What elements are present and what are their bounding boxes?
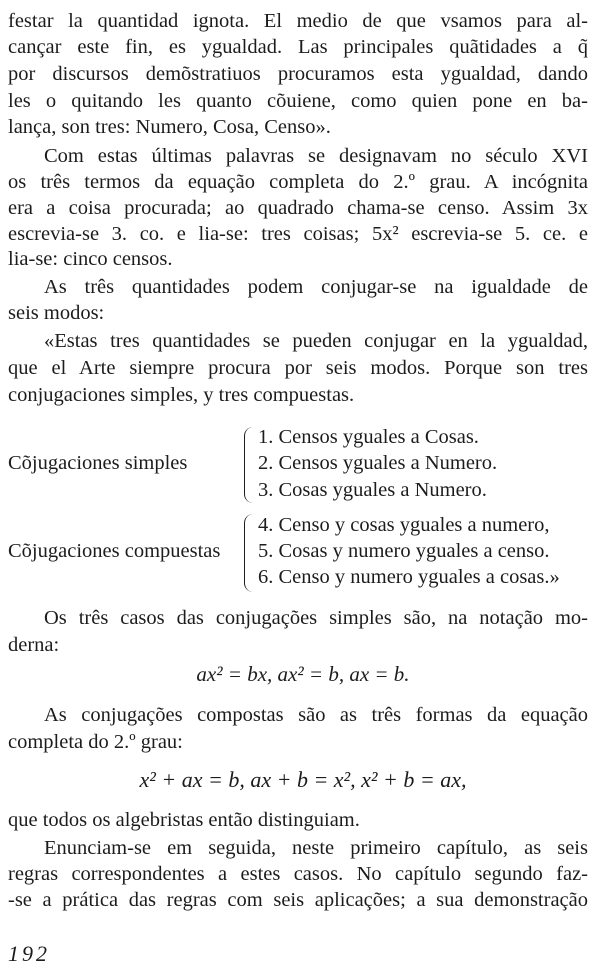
page-number: 192 [8, 941, 50, 966]
text-line: por discursos demõstratiuos procuramos esta ygualdad, dando [8, 63, 588, 85]
text-line: lia-se: cinco censos. [8, 248, 173, 270]
formula-compound-cases: x² + ax = b, ax + b = x², x² + b = ax, [139, 767, 467, 792]
text-line: Enunciam-se em seguida, neste primeiro capítulo, as seis [44, 837, 588, 859]
text-line: era a coisa procurada; ao quadrado chama-se censo. Assim 3x [8, 197, 588, 219]
text-line: Com estas últimas palavras se designavam no século XVI [44, 145, 588, 167]
text-line: As três quantidades podem conjugar-se na igualdade de [44, 276, 588, 298]
quote-line: conjugaciones simples, y tres compuestas. [8, 384, 355, 406]
text-line: escrevia-se 3. co. e lia-se: tres coisas; 5x² escrevia-se 5. ce. e [8, 223, 588, 245]
simple-conjugation-item: 3. Cosas yguales a Numero. [258, 479, 487, 501]
brace-compound [244, 514, 253, 592]
text-line: seis modos: [8, 302, 105, 324]
quote-line: «Estas tres quantidades se pueden conjugar en la ygualdad, [44, 330, 588, 352]
text-line: -se a prática das regras com seis aplicações; a sua demonstração [8, 889, 588, 911]
text-line: regras correspondentes a estes casos. No capítulo segundo faz- [8, 863, 588, 885]
simple-conjugation-item: 1. Censos yguales a Cosas. [258, 426, 479, 448]
text-line: os três termos da equação completa do 2.º grau. A incógnita [8, 171, 588, 193]
compound-conjugation-item: 5. Cosas y numero yguales a censo. [258, 540, 550, 562]
text-line: cançar este fin, es ygualdad. Las principales quãtidades a q̃ [8, 36, 588, 58]
text-line: festar la quantidad ignota. El medio de que vsamos para al- [8, 10, 588, 32]
compound-conjugations-label: Cõjugaciones compuestas [8, 540, 221, 562]
simple-conjugation-item: 2. Censos yguales a Numero. [258, 452, 498, 474]
text-line: As conjugações compostas são as três formas da equação [44, 704, 588, 726]
quote-line: que el Arte siempre procura por seis modos. Porque son tres [8, 357, 588, 379]
compound-conjugation-item: 4. Censo y cosas yguales a numero, [258, 514, 550, 536]
formula-simple-cases: ax² = bx, ax² = b, ax = b. [196, 662, 410, 686]
text-line: les o quitando les quanto cõuiene, como quien pone en ba- [8, 90, 588, 112]
text-line: derna: [8, 634, 60, 656]
brace-simple [244, 427, 253, 503]
text-line: que todos os algebristas então distinguiam. [8, 809, 360, 831]
text-line: Os três casos das conjugações simples são, na notação mo- [44, 607, 588, 629]
compound-conjugation-item: 6. Censo y numero yguales a cosas.» [258, 566, 560, 588]
simple-conjugations-label: Cõjugaciones simples [8, 452, 188, 474]
text-line: lança, son tres: Numero, Cosa, Censo». [8, 116, 331, 138]
text-line: completa do 2.º grau: [8, 731, 183, 753]
